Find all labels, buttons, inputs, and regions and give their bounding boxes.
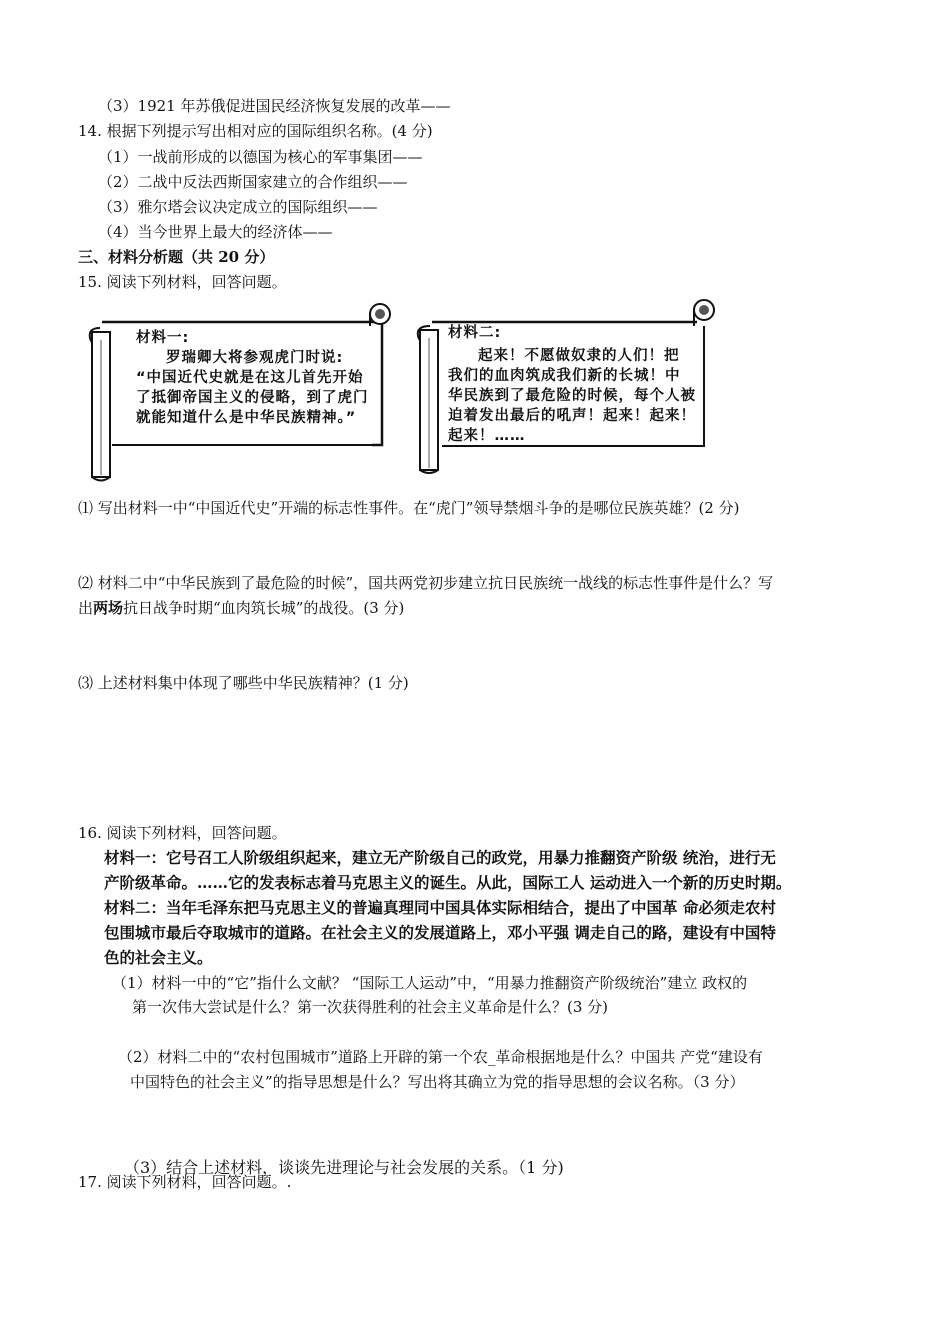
q16-question-2-line-2: 中国特色的社会主义”的指导思想是什么？写出将其确立为党的指导思想的会议名称。（3 分） xyxy=(130,1073,745,1091)
q13-item3: （3）1921 年苏俄促进国民经济恢复发展的改革—— xyxy=(98,97,451,115)
material-1-line-1: 罗瑞卿大将参观虎门时说: xyxy=(166,350,344,366)
q14-item-2: （2）二战中反法西斯国家建立的合作组织—— xyxy=(98,173,408,191)
material-2-line-4: 迫着发出最后的吼声！起来！起来！ xyxy=(448,408,696,424)
q15-q2-emphasis: 两场 xyxy=(93,599,124,617)
material-1-scroll xyxy=(82,300,402,482)
q15-question-2-line-1: ⑵ 材料二中“中华民族到了最危险的时候”，国共两党初步建立抗日民族统一战线的标志性事件是什么？写 xyxy=(78,574,774,592)
q15-q2-post: 抗日战争时期“血肉筑长城”的战役。(3 分) xyxy=(123,599,405,617)
q17-title: 17. 阅读下列材料，回答问题。. xyxy=(78,1173,292,1191)
q15-question-2-line-2 xyxy=(78,598,404,618)
material-2-line-2: 我们的血肉筑成我们新的长城！中 xyxy=(448,368,681,384)
q14-title: 14. 根据下列提示写出相对应的国际组织名称。(4 分) xyxy=(78,122,433,140)
material-1-line-4: 就能知道什么是中华民族精神。” xyxy=(136,410,357,426)
q16-question-1-line-2: 第一次伟大尝试是什么？第一次获得胜利的社会主义革命是什么？(3 分) xyxy=(132,998,609,1016)
section-3-heading: 三、材料分析题（共 20 分） xyxy=(78,248,275,266)
q16-material-line-2: 产阶级革命。……它的发表标志着马克思主义的诞生。从此，国际工人 运动进入一个新的历史时期。 xyxy=(104,873,792,892)
q16-question-3: （3）结合上述材料，谈谈先进理论与社会发展的关系。（1 分) xyxy=(124,1158,564,1177)
q16-title: 16. 阅读下列材料，回答问题。 xyxy=(78,824,287,842)
q16-material-line-4: 包围城市最后夺取城市的道路。在社会主义的发展道路上，邓小平强 调走自己的路，建设有中国特 xyxy=(104,923,776,942)
material-2-scroll xyxy=(412,296,722,476)
material-1-label: 材料一: xyxy=(136,330,190,346)
material-2-line-3: 华民族到了最危险的时候，每个人被 xyxy=(448,388,696,404)
q16-question-2-line-1: （2）材料二中的“农村包围城市”道路上开辟的第一个农_革命根据地是什么？中国共 产党“建设有 xyxy=(118,1048,763,1066)
material-2-label: 材料二: xyxy=(448,325,502,341)
q16-material-line-3: 材料二：当年毛泽东把马克思主义的普遍真理同中国具体实际相结合，提出了中国革 命必须走农村 xyxy=(104,898,776,917)
q16-material-line-5: 色的社会主义。 xyxy=(104,948,213,967)
q16-material-line-1: 材料一：它号召工人阶级组织起来，建立无产阶级自己的政党，用暴力推翻资产阶级 统治，进行无 xyxy=(104,848,776,867)
material-1-line-3: 了抵御帝国主义的侵略，到了虎门 xyxy=(136,390,369,406)
q14-item-3: （3）雅尔塔会议决定成立的国际组织—— xyxy=(98,198,378,216)
material-2-line-1: 起来！不愿做奴隶的人们！把 xyxy=(478,348,680,364)
q14-item-4: （4）当今世界上最大的经济体—— xyxy=(98,223,333,241)
material-1-line-2: “中国近代史就是在这儿首先开始 xyxy=(136,370,364,386)
q15-question-3: ⑶ 上述材料集中体现了哪些中华民族精神？(1 分) xyxy=(78,674,409,692)
q15-title: 15. 阅读下列材料，回答问题。 xyxy=(78,273,287,291)
q15-q2-pre: 出 xyxy=(78,599,94,617)
q14-item-1: （1）一战前形成的以德国为核心的军事集团—— xyxy=(98,148,423,166)
q15-question-1: ⑴ 写出材料一中“中国近代史”开端的标志性事件。在“虎门”领导禁烟斗争的是哪位民族英雄？(2 分) xyxy=(78,499,740,517)
material-2-line-5: 起来！…… xyxy=(448,428,526,444)
q16-question-1-line-1: （1）材料一中的“它”指什么文献？ “国际工人运动”中，“用暴力推翻资产阶级统治”建立 政权的 xyxy=(112,974,748,992)
